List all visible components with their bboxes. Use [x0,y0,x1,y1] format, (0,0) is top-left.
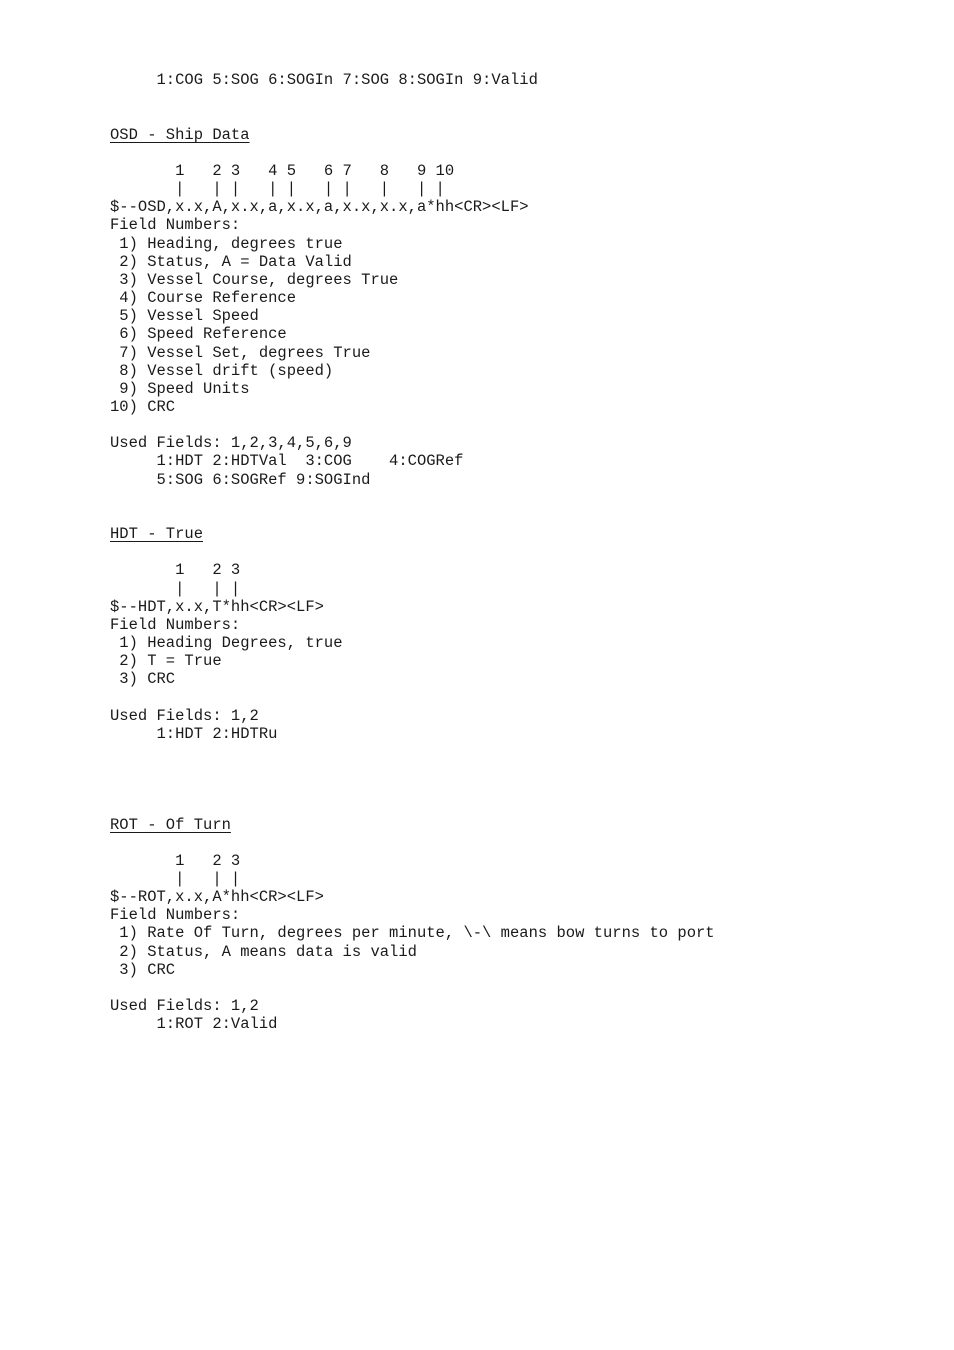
osd-sentence-format: $--OSD,x.x,A,x.x,a,x.x,a,x.x,x.x,a*hh<CR><LF> [110,198,529,216]
hdt-ruler-pipes: | | | [110,580,241,598]
hdt-field-numbers-label: Field Numbers: [110,616,241,634]
rot-field-1: 1) Rate Of Turn, degrees per minute, \-\ means bow turns to port [110,924,715,942]
osd-field-1: 1) Heading, degrees true [110,235,343,253]
hdt-ruler-numbers: 1 2 3 [110,561,241,579]
osd-field-numbers-label: Field Numbers: [110,216,241,234]
osd-field-6: 6) Speed Reference [110,325,287,343]
osd-field-10: 10) CRC [110,398,176,416]
rot-field-2: 2) Status, A means data is valid [110,943,417,961]
osd-field-7: 7) Vessel Set, degrees True [110,344,371,362]
hdt-field-2: 2) T = True [110,652,222,670]
hdt-mapping-line-1: 1:HDT 2:HDTRu [110,725,278,743]
rot-ruler-numbers: 1 2 3 [110,852,241,870]
osd-field-4: 4) Course Reference [110,289,297,307]
osd-ruler-numbers: 1 2 3 4 5 6 7 8 9 10 [110,162,455,180]
hdt-field-3: 3) CRC [110,670,176,688]
rot-field-numbers-label: Field Numbers: [110,906,241,924]
rot-ruler-pipes: | | | [110,870,241,888]
rot-heading: ROT - Of Turn [110,816,231,834]
osd-mapping-line-2: 5:SOG 6:SOGRef 9:SOGInd [110,471,371,489]
hdt-used-fields: Used Fields: 1,2 [110,707,259,725]
hdt-heading: HDT - True [110,525,204,543]
rot-sentence-format: $--ROT,x.x,A*hh<CR><LF> [110,888,324,906]
osd-field-3: 3) Vessel Course, degrees True [110,271,399,289]
osd-field-9: 9) Speed Units [110,380,250,398]
previous-sentence-mapping: 1:COG 5:SOG 6:SOGIn 7:SOG 8:SOGIn 9:Valid [110,71,538,89]
rot-field-3: 3) CRC [110,961,176,979]
hdt-field-1: 1) Heading Degrees, true [110,634,343,652]
osd-ruler-pipes: | | | | | | | | | | [110,180,445,198]
osd-heading: OSD - Ship Data [110,126,250,144]
osd-field-5: 5) Vessel Speed [110,307,259,325]
osd-field-2: 2) Status, A = Data Valid [110,253,352,271]
hdt-sentence-format: $--HDT,x.x,T*hh<CR><LF> [110,598,324,616]
rot-mapping-line-1: 1:ROT 2:Valid [110,1015,278,1033]
osd-field-8: 8) Vessel drift (speed) [110,362,334,380]
osd-used-fields: Used Fields: 1,2,3,4,5,6,9 [110,434,352,452]
rot-used-fields: Used Fields: 1,2 [110,997,259,1015]
osd-mapping-line-1: 1:HDT 2:HDTVal 3:COG 4:COGRef [110,452,464,470]
